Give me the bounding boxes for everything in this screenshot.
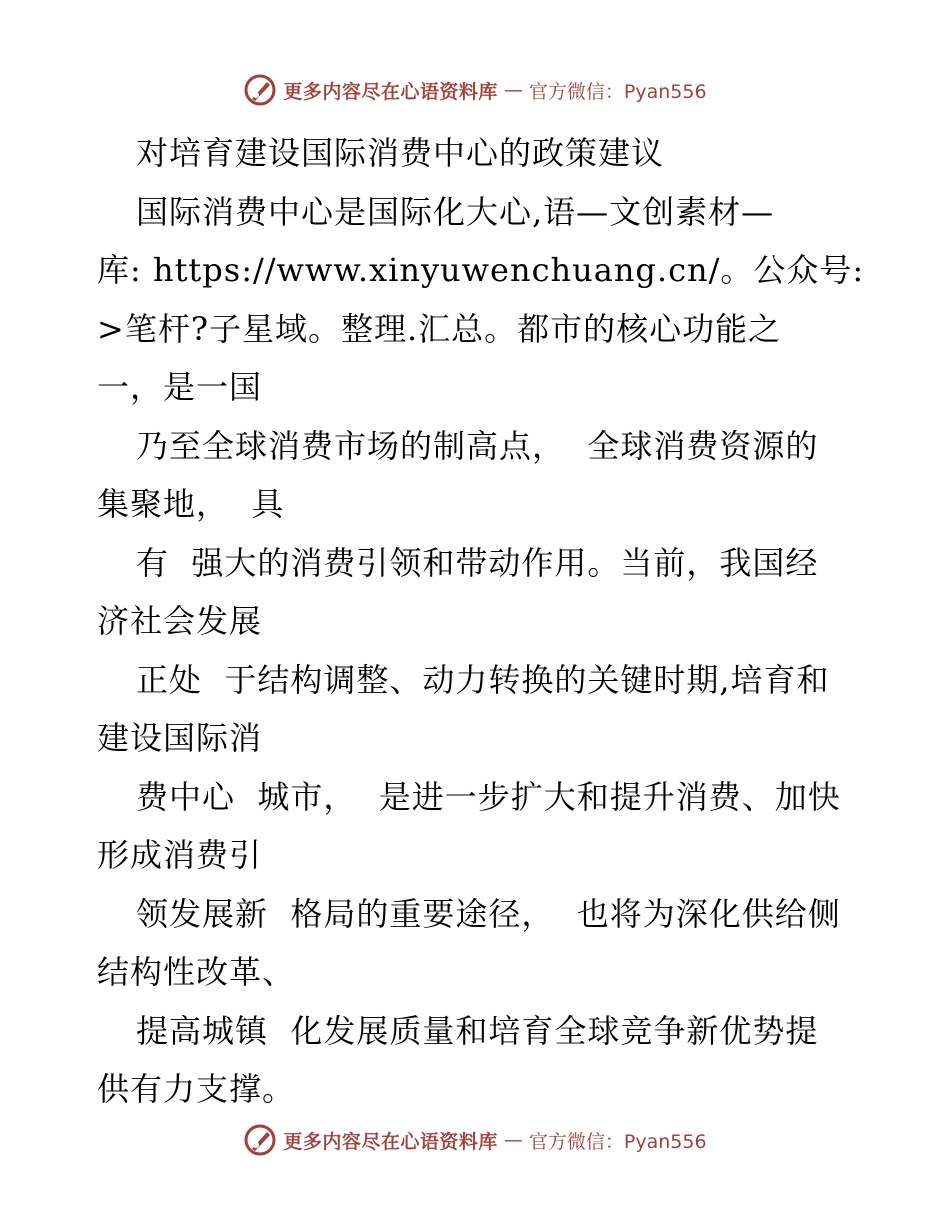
text-line: 有 强大的消费引领和带动作用。当前，我国经: [136, 543, 819, 582]
pen-logo-icon: [243, 73, 277, 107]
banner-separator: —: [503, 79, 523, 101]
text-line: 一，是一国: [97, 368, 263, 406]
document-title: 对培育建设国际消费中心的政策建议: [136, 134, 665, 172]
text-line: 提高城镇 化发展质量和培育全球竞争新优势提: [136, 1011, 819, 1050]
footer-banner: [0, 1120, 950, 1160]
text-line: 供有力支撑。: [97, 1070, 296, 1108]
text-line: 乃至全球消费市场的制高点， 全球消费资源的: [136, 426, 819, 465]
text-line: 结构性改革、: [97, 953, 296, 991]
text-line: 济社会发展: [97, 602, 263, 640]
banner-text: 更多内容尽在心语资料库: [283, 80, 498, 103]
banner-wechat: 官方微信：Pyan556: [528, 1130, 707, 1153]
text-line: 库: https://www.xinyuwenchuang.cn/。公众号:: [97, 251, 865, 289]
document-body: [97, 124, 865, 1119]
text-line: 正处 于结构调整、动力转换的关键时期,培育和: [136, 660, 830, 699]
header-banner: [0, 70, 950, 110]
text-line: 费中心 城市， 是进一步扩大和提升消费、加快: [136, 777, 841, 816]
text-line: 领发展新 格局的重要途径， 也将为深化供给侧: [136, 894, 841, 933]
pen-logo-icon: [243, 1123, 277, 1157]
text-line: 形成消费引: [97, 836, 263, 874]
text-line: >笔杆?子星域。整理.汇总。都市的核心功能之: [97, 309, 782, 348]
banner-text: 更多内容尽在心语资料库: [283, 1130, 498, 1153]
banner-wechat: 官方微信：Pyan556: [528, 80, 707, 103]
text-line: 国际消费中心是国际化大心,语—文创素材—: [136, 192, 775, 231]
text-line: 建设国际消: [97, 719, 263, 757]
text-line: 集聚地， 具: [97, 485, 285, 523]
banner-separator: —: [503, 1129, 523, 1151]
